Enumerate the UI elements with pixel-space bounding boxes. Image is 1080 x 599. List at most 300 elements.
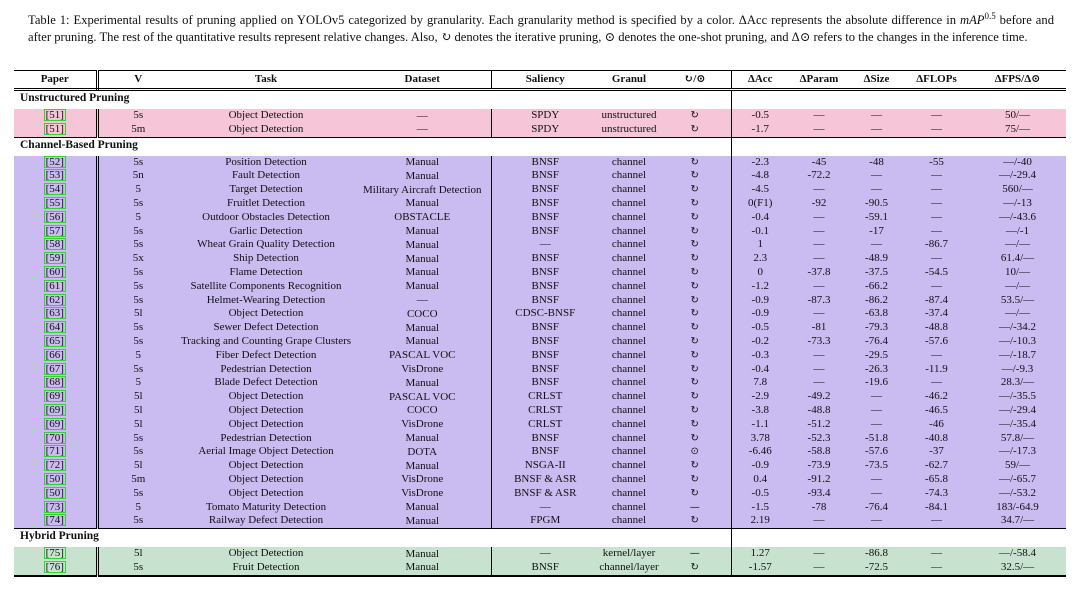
version-cell: 5l <box>133 307 143 320</box>
saliency-cell: CDSC-BNSF <box>515 307 576 320</box>
citation-link[interactable]: [55] <box>45 196 64 209</box>
delta-fps-cell: 75/— <box>1004 122 1031 135</box>
column-header: Saliency <box>491 71 599 90</box>
column-header: ΔFPS/Δ⊙ <box>969 71 1066 90</box>
delta-param-cell: — <box>813 183 825 196</box>
delta-size-cell: -79.3 <box>865 321 888 334</box>
granularity-cell: channel <box>611 376 647 389</box>
task-cell: Railway Defect Detection <box>208 514 324 527</box>
delta-fps-cell: —/-65.7 <box>999 472 1036 485</box>
dataset-cell: Manual <box>354 432 491 446</box>
task-cell: Object Detection <box>228 459 304 472</box>
delta-acc-cell: -0.2 <box>751 334 769 347</box>
column-header: ΔAcc <box>731 71 789 90</box>
table-row <box>14 547 1066 561</box>
delta-size-cell: -48 <box>869 155 884 168</box>
pruning-mode-cell: ↻ <box>659 266 731 280</box>
task-cell: Tomato Maturity Detection <box>205 500 327 513</box>
paper-cell <box>14 376 97 390</box>
pruning-mode-cell: ↻ <box>659 183 731 197</box>
granularity-cell: channel <box>611 417 647 430</box>
granularity-cell: channel <box>611 514 647 527</box>
granularity-cell: channel <box>611 210 647 223</box>
dataset-cell: Manual <box>354 225 491 239</box>
version-cell: 5 <box>135 500 141 513</box>
delta-size-cell: -86.2 <box>865 293 888 306</box>
delta-acc-cell: -0.9 <box>751 307 769 320</box>
header-row <box>14 71 1066 90</box>
citation-link[interactable]: [60] <box>45 265 64 278</box>
delta-size-cell: -76.4 <box>865 334 888 347</box>
citation-link[interactable]: [73] <box>45 500 64 513</box>
saliency-cell: BNSF <box>531 265 560 278</box>
version-cell: 5s <box>133 279 144 292</box>
saliency-cell: BNSF <box>531 334 560 347</box>
delta-fps-cell: —/-17.3 <box>999 445 1036 458</box>
delta-acc-cell: 1.27 <box>750 547 770 560</box>
task-cell: Object Detection <box>228 390 304 403</box>
table-row <box>14 109 1066 123</box>
task-cell: Object Detection <box>228 472 304 485</box>
saliency-cell: BNSF & ASR <box>514 486 577 499</box>
citation-link[interactable]: [51] <box>45 122 64 135</box>
delta-acc-cell: 0(F1) <box>748 196 773 209</box>
delta-fps-cell: —/— <box>1004 279 1031 292</box>
paper-cell <box>14 501 97 515</box>
delta-size-cell: -26.3 <box>865 362 888 375</box>
delta-size-cell: — <box>871 183 882 196</box>
pruning-mode-cell: ↻ <box>659 321 731 335</box>
section-label: Channel-Based Pruning <box>14 138 138 152</box>
paper-cell <box>14 211 97 225</box>
dataset-cell: Manual <box>354 501 491 515</box>
delta-param-cell: -92 <box>811 196 827 209</box>
citation-link[interactable]: [64] <box>45 321 64 334</box>
delta-flops-cell: -86.7 <box>925 238 948 251</box>
delta-acc-cell: -4.8 <box>751 169 769 182</box>
saliency-cell: BNSF <box>531 362 560 375</box>
version-cell: 5s <box>133 293 144 306</box>
delta-acc-cell: -1.2 <box>751 279 769 292</box>
delta-size-cell: — <box>871 514 882 527</box>
version-cell: 5l <box>133 403 143 416</box>
version-cell: 5x <box>132 252 144 265</box>
pruning-mode-cell: ↻ <box>659 280 731 294</box>
paper-cell <box>14 321 97 335</box>
column-header: ΔParam <box>789 71 849 90</box>
column-header: Dataset <box>354 71 491 90</box>
granularity-cell: channel <box>611 196 647 209</box>
paper-cell <box>14 123 97 137</box>
granularity-cell: channel <box>611 307 647 320</box>
paper-cell <box>14 418 97 432</box>
paper-cell <box>14 561 97 576</box>
granularity-cell: channel <box>611 238 647 251</box>
delta-param-cell: -87.3 <box>807 293 831 306</box>
task-cell: Fault Detection <box>231 169 301 182</box>
pruning-mode-cell: — <box>659 501 731 515</box>
granularity-cell: channel <box>611 390 647 403</box>
citation-link[interactable]: [69] <box>45 403 64 416</box>
task-cell: Pedestrian Detection <box>220 431 312 444</box>
citation-link[interactable]: [74] <box>45 514 64 527</box>
table-row <box>14 418 1066 432</box>
delta-flops-cell: — <box>931 514 942 527</box>
delta-size-cell: -86.8 <box>865 547 888 560</box>
version-cell: 5m <box>131 122 146 135</box>
version-cell: 5s <box>133 486 144 499</box>
delta-size-cell: -51.8 <box>865 431 888 444</box>
delta-fps-cell: 53.5/— <box>1000 293 1035 306</box>
delta-param-cell: -52.3 <box>807 431 831 444</box>
saliency-cell: BNSF <box>531 224 560 237</box>
caption-text-1: Table 1: Experimental results of pruning applied on YOLOv5 categorized by granularity. Each granularity method is specified by a color. ΔAcc represents the absolute difference in <box>28 13 960 28</box>
table-row <box>14 514 1066 528</box>
granularity-cell: kernel/layer <box>602 547 656 560</box>
delta-size-cell: -57.6 <box>865 445 888 458</box>
delta-param-cell: -81 <box>811 321 827 334</box>
delta-fps-cell: 560/— <box>1002 183 1033 196</box>
citation-link[interactable]: [71] <box>45 445 64 458</box>
citation-link[interactable]: [69] <box>45 390 64 403</box>
delta-fps-cell: —/-40 <box>1003 155 1032 168</box>
paper-cell <box>14 156 97 170</box>
citation-link[interactable]: [59] <box>45 252 64 265</box>
saliency-cell: BNSF <box>531 183 560 196</box>
delta-size-cell: -90.5 <box>865 196 888 209</box>
pruning-mode-cell: ↻ <box>659 335 731 349</box>
task-cell: Flame Detection <box>229 265 303 278</box>
pruning-mode-cell: ↻ <box>659 109 731 123</box>
delta-param-cell: — <box>813 348 825 361</box>
citation-link[interactable]: [76] <box>45 560 64 573</box>
paper-cell <box>14 225 97 239</box>
saliency-cell: BNSF <box>531 210 560 223</box>
dataset-cell: — <box>354 294 491 308</box>
pruning-mode-cell: ↻ <box>659 390 731 404</box>
granularity-cell: channel <box>611 348 647 361</box>
table-row <box>14 501 1066 515</box>
citation-link[interactable]: [50] <box>45 486 64 499</box>
citation-link[interactable]: [56] <box>45 210 64 223</box>
task-cell: Pedestrian Detection <box>220 362 312 375</box>
column-header: Paper <box>14 71 97 90</box>
paper-cell <box>14 390 97 404</box>
pruning-mode-cell: ↻ <box>659 294 731 308</box>
granularity-cell: channel <box>611 224 647 237</box>
delta-flops-cell: — <box>931 560 942 573</box>
section-label: Hybrid Pruning <box>14 529 99 543</box>
pruning-mode-cell: ↻ <box>659 349 731 363</box>
task-cell: Helmet-Wearing Detection <box>206 293 326 306</box>
delta-flops-cell: -48.8 <box>925 321 948 334</box>
dataset-cell: Manual <box>354 514 491 528</box>
delta-acc-cell: -0.5 <box>751 486 769 499</box>
section-header-row <box>14 90 1066 110</box>
granularity-cell: channel <box>611 265 647 278</box>
paper-cell <box>14 169 97 183</box>
paper-cell <box>14 197 97 211</box>
pruning-mode-cell: ↻ <box>659 238 731 252</box>
paper-cell <box>14 266 97 280</box>
dataset-cell: Manual <box>354 252 491 266</box>
delta-flops-cell: — <box>931 169 942 182</box>
saliency-cell: BNSF <box>531 169 560 182</box>
citation-link[interactable]: [61] <box>45 279 64 292</box>
delta-size-cell: — <box>871 486 882 499</box>
pruning-mode-cell: ↻ <box>659 487 731 501</box>
dataset-cell: — <box>354 123 491 137</box>
paper-cell <box>14 514 97 528</box>
citation-link[interactable]: [68] <box>45 376 64 389</box>
delta-flops-cell: — <box>931 183 942 196</box>
delta-flops-cell: -55 <box>929 155 944 168</box>
delta-acc-cell: -0.4 <box>751 362 769 375</box>
delta-fps-cell: 34.7/— <box>1000 514 1035 527</box>
citation-link[interactable]: [65] <box>45 334 64 347</box>
delta-size-cell: — <box>871 403 882 416</box>
saliency-cell: CRLST <box>528 390 563 403</box>
task-cell: Fruit Detection <box>232 560 300 573</box>
delta-param-cell: -72.2 <box>807 169 831 182</box>
paper-cell <box>14 432 97 446</box>
section-label: Unstructured Pruning <box>14 91 129 105</box>
citation-link[interactable]: [69] <box>45 417 64 430</box>
table-row <box>14 156 1066 170</box>
dataset-cell: — <box>354 109 491 123</box>
citation-link[interactable]: [57] <box>45 224 64 237</box>
saliency-cell: SPDY <box>531 109 560 121</box>
saliency-cell: — <box>539 238 551 251</box>
table-row <box>14 252 1066 266</box>
granularity-cell: unstructured <box>601 109 657 121</box>
delta-acc-cell: -3.8 <box>751 403 769 416</box>
version-cell: 5l <box>133 390 143 403</box>
version-cell: 5s <box>133 224 144 237</box>
citation-link[interactable]: [52] <box>45 155 64 168</box>
dataset-cell: Manual <box>354 197 491 211</box>
citation-link[interactable]: [62] <box>45 293 64 306</box>
delta-size-cell: -63.8 <box>865 307 888 320</box>
dataset-cell: Manual <box>354 335 491 349</box>
delta-flops-cell: -62.7 <box>925 459 948 472</box>
pruning-mode-cell: ↻ <box>659 197 731 211</box>
saliency-cell: FPGM <box>530 514 561 527</box>
table-row <box>14 363 1066 377</box>
citation-link[interactable]: [72] <box>45 459 64 472</box>
version-cell: 5s <box>133 560 144 573</box>
delta-flops-cell: -57.6 <box>925 334 948 347</box>
delta-fps-cell: —/-53.2 <box>999 486 1036 499</box>
delta-param-cell: — <box>813 376 825 389</box>
delta-acc-cell: -0.5 <box>751 109 769 121</box>
delta-flops-cell: — <box>931 376 942 389</box>
granularity-cell: channel <box>611 403 647 416</box>
delta-param-cell: -37.8 <box>807 265 831 278</box>
version-cell: 5l <box>133 547 143 560</box>
delta-size-cell: -72.5 <box>865 560 888 573</box>
section-header-row <box>14 529 1066 548</box>
table-row <box>14 294 1066 308</box>
dataset-cell: Manual <box>354 280 491 294</box>
delta-flops-cell: — <box>931 252 942 265</box>
results-table-body <box>14 90 1066 576</box>
delta-param-cell: -58.8 <box>807 445 831 458</box>
column-header: Granul <box>599 71 659 90</box>
delta-size-cell: — <box>871 390 882 403</box>
dataset-cell: COCO <box>354 307 491 321</box>
pruning-mode-cell: ↻ <box>659 123 731 137</box>
table-row <box>14 280 1066 294</box>
granularity-cell: channel <box>611 321 647 334</box>
citation-link[interactable]: [51] <box>45 109 64 121</box>
citation-link[interactable]: [66] <box>45 348 64 361</box>
task-cell: Object Detection <box>228 417 304 430</box>
delta-acc-cell: -6.46 <box>748 445 772 458</box>
delta-param-cell: — <box>813 362 825 375</box>
delta-acc-cell: -1.7 <box>751 122 769 135</box>
delta-param-cell: — <box>813 514 825 527</box>
paper-cell <box>14 459 97 473</box>
delta-flops-cell: — <box>931 210 942 223</box>
dataset-cell: Manual <box>354 459 491 473</box>
pruning-mode-cell: ↻ <box>659 459 731 473</box>
version-cell: 5s <box>133 265 144 278</box>
granularity-cell: channel <box>611 252 647 265</box>
table-row <box>14 211 1066 225</box>
delta-acc-cell: -4.5 <box>751 183 769 196</box>
dataset-cell: VisDrone <box>354 418 491 432</box>
saliency-cell: BNSF <box>531 431 560 444</box>
delta-flops-cell: -37.4 <box>925 307 948 320</box>
table-row <box>14 266 1066 280</box>
delta-fps-cell: —/-13 <box>1003 196 1032 209</box>
delta-acc-cell: -0.9 <box>751 459 769 472</box>
dataset-cell: VisDrone <box>354 487 491 501</box>
table-row <box>14 376 1066 390</box>
granularity-cell: channel <box>611 486 647 499</box>
delta-fps-cell: —/-29.4 <box>999 169 1036 182</box>
version-cell: 5 <box>135 210 141 223</box>
granularity-cell: channel <box>611 472 647 485</box>
pruning-mode-cell: ↻ <box>659 156 731 170</box>
column-header: ΔSize <box>849 71 904 90</box>
delta-param-cell: — <box>813 122 825 135</box>
column-header: V <box>97 71 178 90</box>
delta-acc-cell: -1.57 <box>748 560 772 573</box>
delta-fps-cell: 183/-64.9 <box>996 500 1039 513</box>
version-cell: 5l <box>133 459 143 472</box>
paper-cell <box>14 307 97 321</box>
citation-link[interactable]: [67] <box>45 362 64 375</box>
results-table-container <box>14 70 1066 577</box>
task-cell: Satellite Components Recognition <box>190 279 342 292</box>
citation-link[interactable]: [75] <box>45 547 64 560</box>
delta-fps-cell: —/-35.4 <box>999 417 1036 430</box>
delta-param-cell: — <box>813 547 825 560</box>
saliency-cell: BNSF & ASR <box>514 472 577 485</box>
table-row <box>14 445 1066 459</box>
delta-flops-cell: — <box>931 279 942 292</box>
delta-param-cell: — <box>813 279 825 292</box>
task-cell: Wheat Grain Quality Detection <box>197 238 335 251</box>
delta-size-cell: -73.5 <box>865 459 888 472</box>
delta-flops-cell: -11.9 <box>925 362 948 375</box>
citation-link[interactable]: [63] <box>45 307 64 320</box>
delta-acc-cell: 0.4 <box>753 472 768 485</box>
delta-acc-cell: 2.3 <box>753 252 768 265</box>
pruning-mode-cell: ↻ <box>659 432 731 446</box>
pruning-mode-cell: ↻ <box>659 473 731 487</box>
dataset-cell: COCO <box>354 404 491 418</box>
section-header-row <box>14 137 1066 156</box>
task-cell: Fruitlet Detection <box>227 196 305 209</box>
delta-size-cell: -29.5 <box>865 348 888 361</box>
delta-flops-cell: — <box>931 224 942 237</box>
granularity-cell: channel <box>611 183 647 196</box>
delta-acc-cell: 1 <box>757 238 763 251</box>
granularity-cell: channel <box>611 362 647 375</box>
dataset-cell: Manual <box>354 156 491 170</box>
delta-flops-cell: -87.4 <box>925 293 948 306</box>
citation-link[interactable]: [70] <box>45 431 64 444</box>
delta-flops-cell: -84.1 <box>925 500 948 513</box>
delta-size-cell: — <box>871 109 882 121</box>
delta-fps-cell: —/-10.3 <box>999 334 1036 347</box>
table-row <box>14 335 1066 349</box>
citation-link[interactable]: [54] <box>45 183 64 196</box>
pruning-mode-cell: ↻ <box>659 363 731 377</box>
table-row <box>14 183 1066 197</box>
citation-link[interactable]: [58] <box>45 238 64 251</box>
task-cell: Outdoor Obstacles Detection <box>202 210 330 223</box>
citation-link[interactable]: [53] <box>45 169 64 182</box>
delta-fps-cell: 59/— <box>1004 459 1031 472</box>
dataset-cell: Manual <box>354 561 491 576</box>
granularity-cell: channel <box>611 279 647 292</box>
delta-size-cell: -37.5 <box>865 265 888 278</box>
granularity-cell: channel <box>611 459 647 472</box>
pruning-mode-cell: ↻ <box>659 225 731 239</box>
delta-param-cell: — <box>813 560 825 573</box>
saliency-cell: CRLST <box>528 417 563 430</box>
task-cell: Object Detection <box>228 486 304 499</box>
paper-cell <box>14 445 97 459</box>
version-cell: 5s <box>133 362 144 375</box>
granularity-cell: channel <box>611 293 647 306</box>
table-row <box>14 169 1066 183</box>
pruning-mode-cell: ⊙ <box>659 445 731 459</box>
delta-size-cell: -76.4 <box>865 500 888 513</box>
table-row <box>14 404 1066 418</box>
delta-fps-cell: 10/— <box>1004 265 1031 278</box>
saliency-cell: BNSF <box>531 252 560 265</box>
delta-fps-cell: —/— <box>1004 238 1031 251</box>
saliency-cell: BNSF <box>531 196 560 209</box>
table-row <box>14 349 1066 363</box>
saliency-cell: CRLST <box>528 403 563 416</box>
delta-fps-cell: 57.8/— <box>1000 431 1035 444</box>
column-header: ↻/⊙ <box>659 71 731 90</box>
delta-acc-cell: -2.9 <box>751 390 769 403</box>
delta-flops-cell: -65.8 <box>925 472 948 485</box>
granularity-cell: channel <box>611 155 647 168</box>
delta-acc-cell: 7.8 <box>753 376 768 389</box>
citation-link[interactable]: [50] <box>45 472 64 485</box>
delta-param-cell: -78 <box>811 500 827 513</box>
delta-param-cell: -45 <box>811 155 827 168</box>
version-cell: 5s <box>133 431 144 444</box>
